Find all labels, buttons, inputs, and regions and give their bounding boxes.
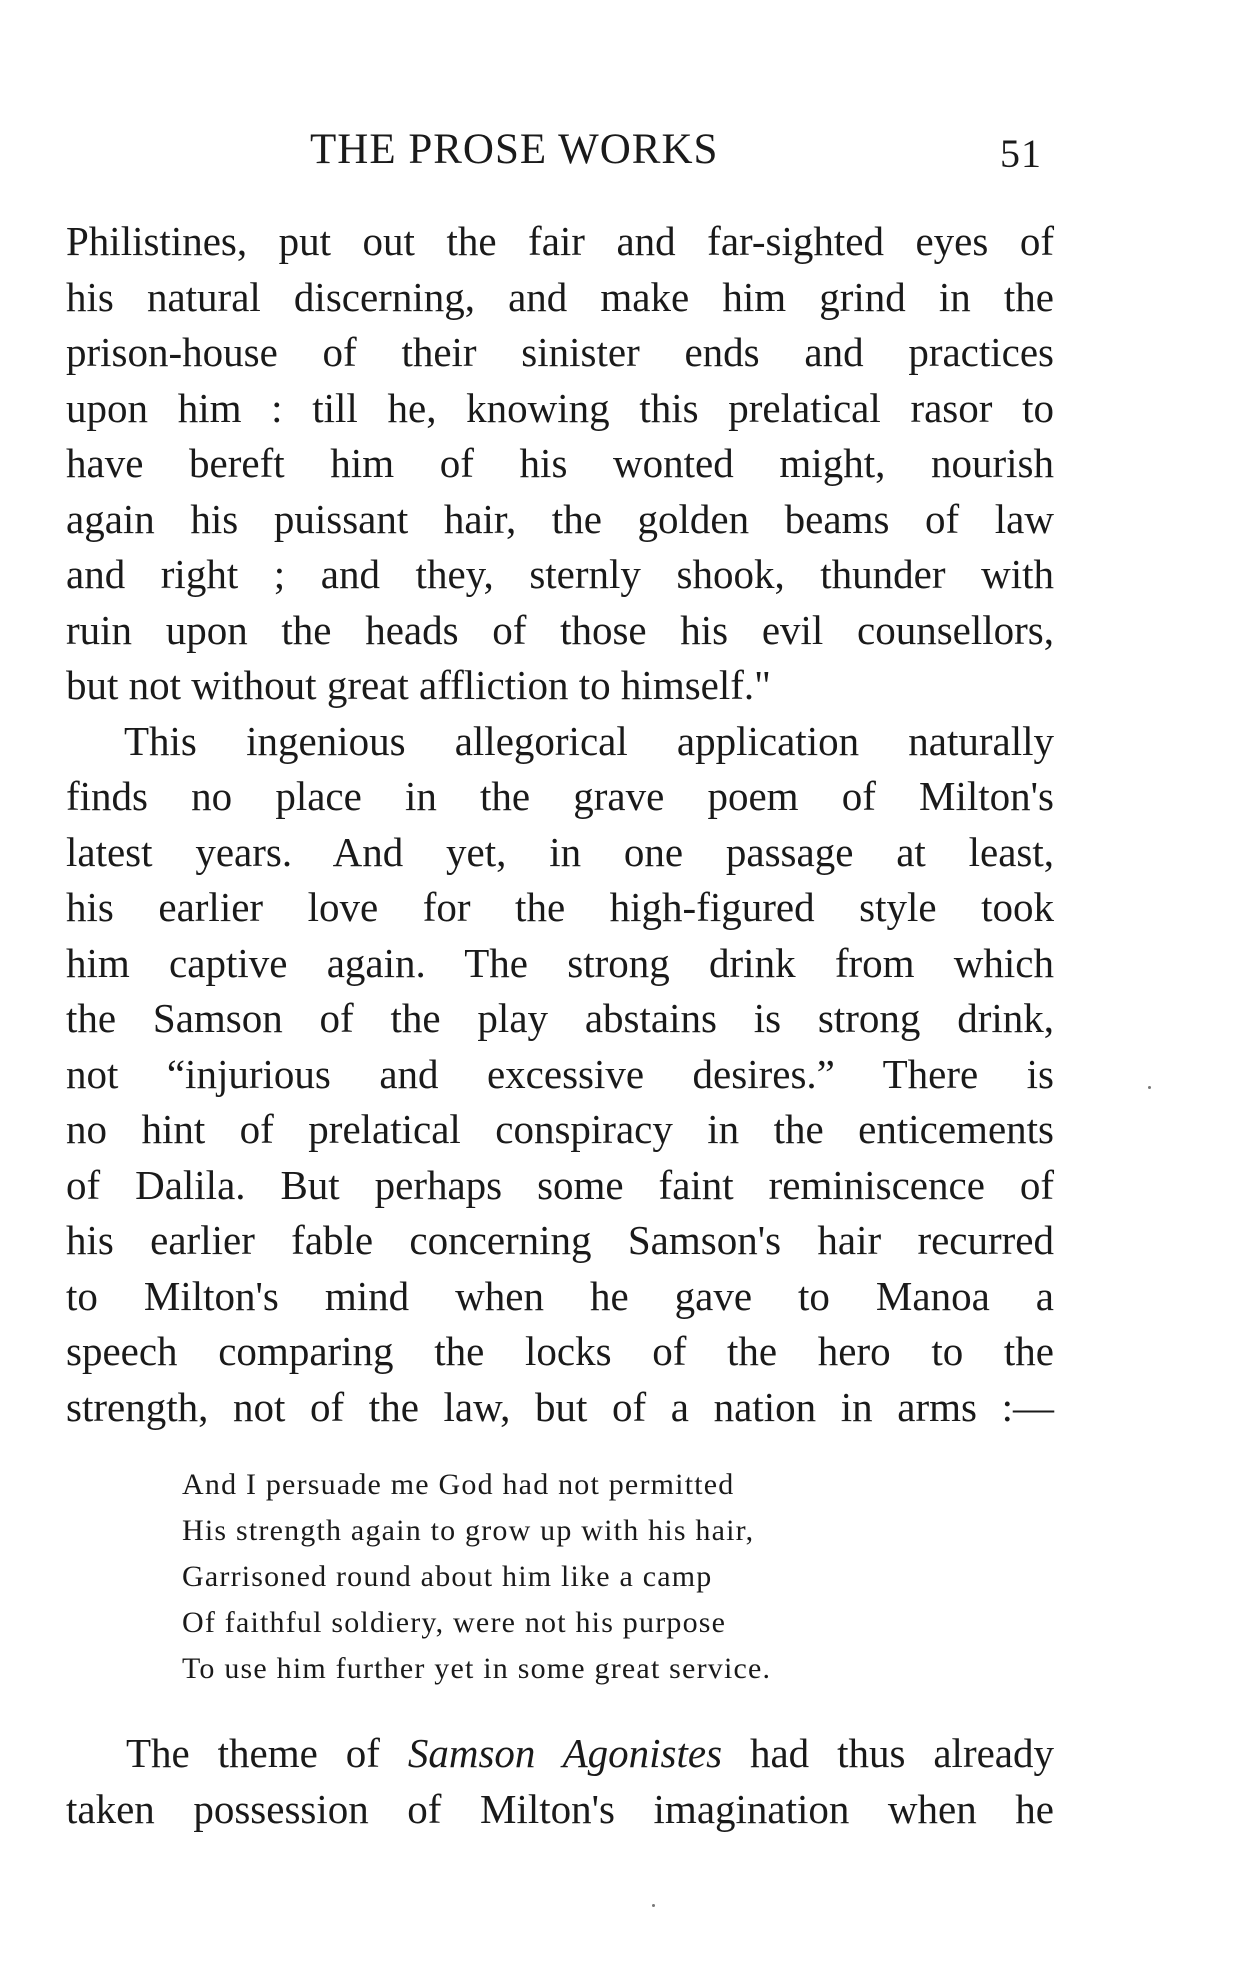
verse-line: Of faithful soldiery, were not his purpose (182, 1606, 727, 1639)
verse-line: And I persuade me God had not permitted (182, 1468, 735, 1501)
closing-paragraph (66, 1726, 1054, 1837)
text-line: taken possession of Milton's imagination when he (66, 1785, 1054, 1832)
page-number: 51 (1000, 131, 1042, 176)
text-line: Philistines, put out the fair and far-sighted eyes of (66, 218, 1054, 264)
text-line: of Dalila. But perhaps some faint reminiscence of (66, 1161, 1054, 1208)
text-line: his earlier love for the high-figured style took (66, 884, 1054, 930)
text-line: his natural discerning, and make him grind in the (66, 273, 1054, 320)
text-line: upon him : till he, knowing this prelatical rasor to (66, 384, 1054, 431)
text-line: strength, not of the law, but of a nation in arms :— (66, 1383, 1054, 1430)
text-fragment: The theme of (126, 1730, 408, 1776)
verse-quotation (182, 1462, 771, 1692)
body-text (66, 214, 1054, 1435)
text-line: him captive again. The strong drink from which (66, 939, 1054, 986)
print-speck (652, 1904, 655, 1907)
verse-line: To use him further yet in some great service. (182, 1652, 772, 1685)
text-line: but not without great affliction to himself." (66, 662, 771, 708)
text-line: to Milton's mind when he gave to Manoa a (66, 1272, 1054, 1319)
print-speck (1148, 1086, 1151, 1089)
text-line: have bereft him of his wonted might, nourish (66, 440, 1054, 486)
text-line: his earlier fable concerning Samson's hair recurred (66, 1217, 1054, 1263)
text-line: no hint of prelatical conspiracy in the enticements (66, 1106, 1054, 1152)
work-title: Samson Agonistes (407, 1730, 723, 1776)
text-line: finds no place in the grave poem of Milton's (66, 773, 1054, 819)
text-fragment: had thus already (722, 1730, 1055, 1776)
text-line: ruin upon the heads of those his evil counsellors, (66, 606, 1054, 653)
text-line: the Samson of the play abstains is strong drink, (66, 995, 1054, 1041)
text-line (66, 1726, 1054, 1782)
text-line: prison-house of their sinister ends and practices (66, 329, 1054, 375)
text-line: again his puissant hair, the golden beams of law (66, 495, 1054, 542)
text-line: latest years. And yet, in one passage at least, (66, 828, 1054, 875)
text-line: not “injurious and excessive desires.” There is (66, 1050, 1054, 1097)
text-line: This ingenious allegorical application naturally (124, 717, 1054, 764)
verse-line: Garrisoned round about him like a camp (182, 1560, 713, 1593)
text-line: and right ; and they, sternly shook, thunder with (66, 551, 1054, 597)
verse-line: His strength again to grow up with his hair, (182, 1514, 755, 1547)
text-line: speech comparing the locks of the hero to the (66, 1328, 1054, 1374)
running-head-title: THE PROSE WORKS (310, 126, 719, 173)
